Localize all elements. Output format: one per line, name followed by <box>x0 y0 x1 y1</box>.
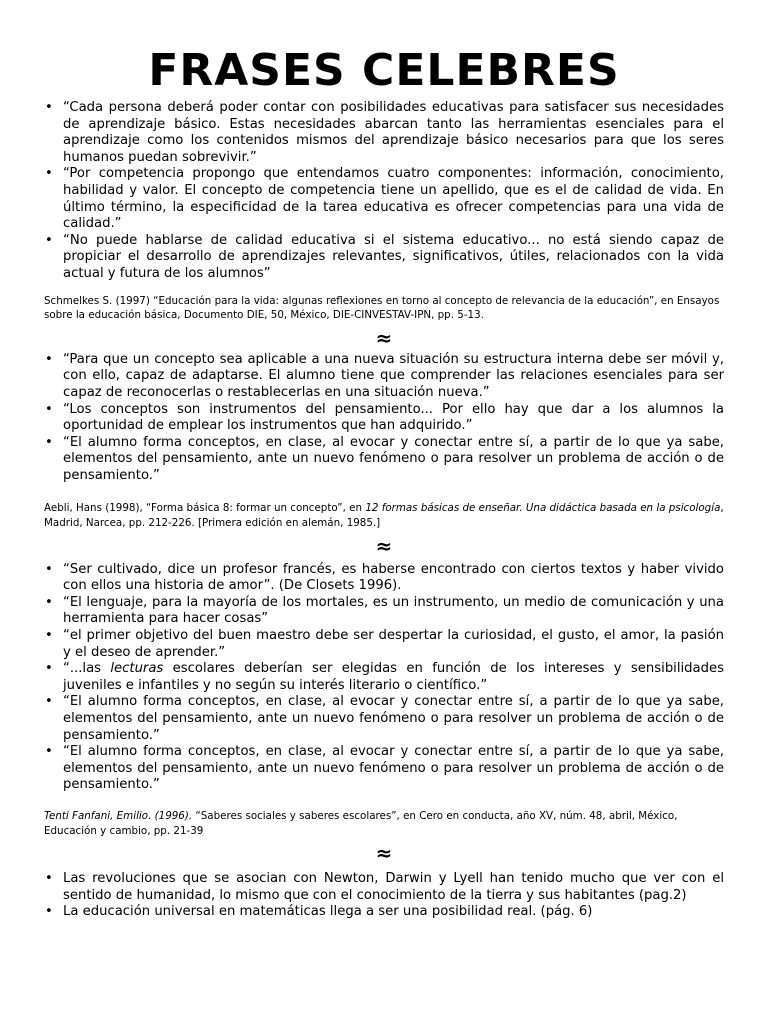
source-citation <box>44 294 724 323</box>
quote-item: • “...las lecturas escolares deberían ser elegidas en función de los intereses y sensibilidades juveniles e infantiles y no según su interés literario o científico.” <box>63 661 724 694</box>
quote-section-1 <box>44 100 724 323</box>
page-title: FRASES CELEBRES <box>148 45 620 96</box>
citation-text: “Saberes sociales y saberes escolares”, en Cero en conducta, año XV, núm. 48, abril, México, Educación y cambio, pp. 21-39 <box>44 809 678 837</box>
quote-list <box>44 100 724 283</box>
source-citation <box>44 501 724 530</box>
quote-item: • “Ser cultivado, dice un profesor francés, es haberse encontrado con ciertos textos y haber vivido con ellos una historia de amor”. (De Closets 1996). <box>63 562 724 595</box>
quote-item: • “Para que un concepto sea aplicable a una nueva situación su estructura interna debe ser móvil y, con ello, capaz de adaptarse. El alumno tiene que comprender las relaciones esenciales para ser capaz de reconocerlas o restablecerlas en una situación nueva.” <box>63 352 724 402</box>
quote-item: • “Los conceptos son instrumentos del pensamiento... Por ello hay que dar a los alumnos la oportunidad de emplear los instrumentos que han adquirido.” <box>63 402 724 435</box>
citation-author: Tenti Fanfani, Emilio. (1996). <box>44 809 193 822</box>
quote-section-4 <box>44 871 724 921</box>
section-separator: ≈ <box>375 841 393 866</box>
quote-list <box>44 562 724 794</box>
quote-item: • “El alumno forma conceptos, en clase, al evocar y conectar entre sí, a partir de lo que ya sabe, elementos del pensamiento, ante un nuevo fenómeno o para resolver un problema de acción o de pensamiento.” <box>63 435 724 485</box>
quote-list <box>44 352 724 485</box>
citation-text: Aebli, Hans (1998), “Forma básica 8: formar un concepto”, en <box>44 502 366 515</box>
emphasized-word: lecturas <box>110 661 164 677</box>
quote-item: • “Por competencia propongo que entendamos cuatro componentes: información, conocimiento, habilidad y valor. El concepto de competencia tiene un apellido, que es el de calidad de vida. En último término, la especificidad de la tarea educativa es ofrecer competencias para una vida de calidad.” <box>63 166 724 232</box>
quote-section-3 <box>44 562 724 839</box>
quote-item: • “El lenguaje, para la mayoría de los mortales, es un instrumento, un medio de comunicación y una herramienta para hacer cosas” <box>63 595 724 628</box>
quote-item: • Las revoluciones que se asocian con Newton, Darwin y Lyell han tenido mucho que ver con el sentido de humanidad, lo mismo que con el conocimiento de la tierra y sus habitantes (pag.2) <box>63 871 724 904</box>
quote-item: • “El alumno forma conceptos, en clase, al evocar y conectar entre sí, a partir de lo que ya sabe, elementos del pensamiento, ante un nuevo fenómeno o para resolver un problema de acción o de pensamiento.” <box>63 744 724 794</box>
citation-book-title: 12 formas básicas de enseñar. Una didáctica basada en la psicología <box>365 502 721 515</box>
quote-item: • La educación universal en matemáticas llega a ser una posibilidad real. (pág. 6) <box>63 904 724 921</box>
quote-item: • “El alumno forma conceptos, en clase, al evocar y conectar entre sí, a partir de lo que ya sabe, elementos del pensamiento, ante un nuevo fenómeno o para resolver un problema de acción o de pensamiento.” <box>63 694 724 744</box>
citation-text: , Madrid, Narcea, pp. 212-226. [Primera edición en alemán, 1985.] <box>44 502 724 530</box>
quote-item: • “el primer objetivo del buen maestro debe ser despertar la curiosidad, el gusto, el amor, la pasión y el deseo de aprender.” <box>63 628 724 661</box>
quote-list <box>44 871 724 921</box>
citation-text: Schmelkes S. (1997) “Educación para la vida: algunas reflexiones en torno al concepto de relevancia de la educación”, en Ensayos sobre la educación básica, Documento DIE, 50, México, DIE-CINVESTAV-IPN, pp. 5-13. <box>44 294 720 322</box>
section-separator: ≈ <box>375 325 393 350</box>
quote-item: • “No puede hablarse de calidad educativa si el sistema educativo... no está siendo capaz de propiciar el desarrollo de aprendizajes relevantes, significativos, útiles, relacionados con la vida actual y futura de los alumnos” <box>63 233 724 283</box>
quote-item: • “Cada persona deberá poder contar con posibilidades educativas para satisfacer sus necesidades de aprendizaje básico. Estas necesidades abarcan tanto las herramientas esenciales para el aprendizaje como los contenidos mismos del aprendizaje básico necesarios para que los seres humanos puedan sobrevivir.” <box>63 100 724 166</box>
quote-section-2 <box>44 352 724 531</box>
source-citation <box>44 809 724 838</box>
section-separator: ≈ <box>375 533 393 558</box>
